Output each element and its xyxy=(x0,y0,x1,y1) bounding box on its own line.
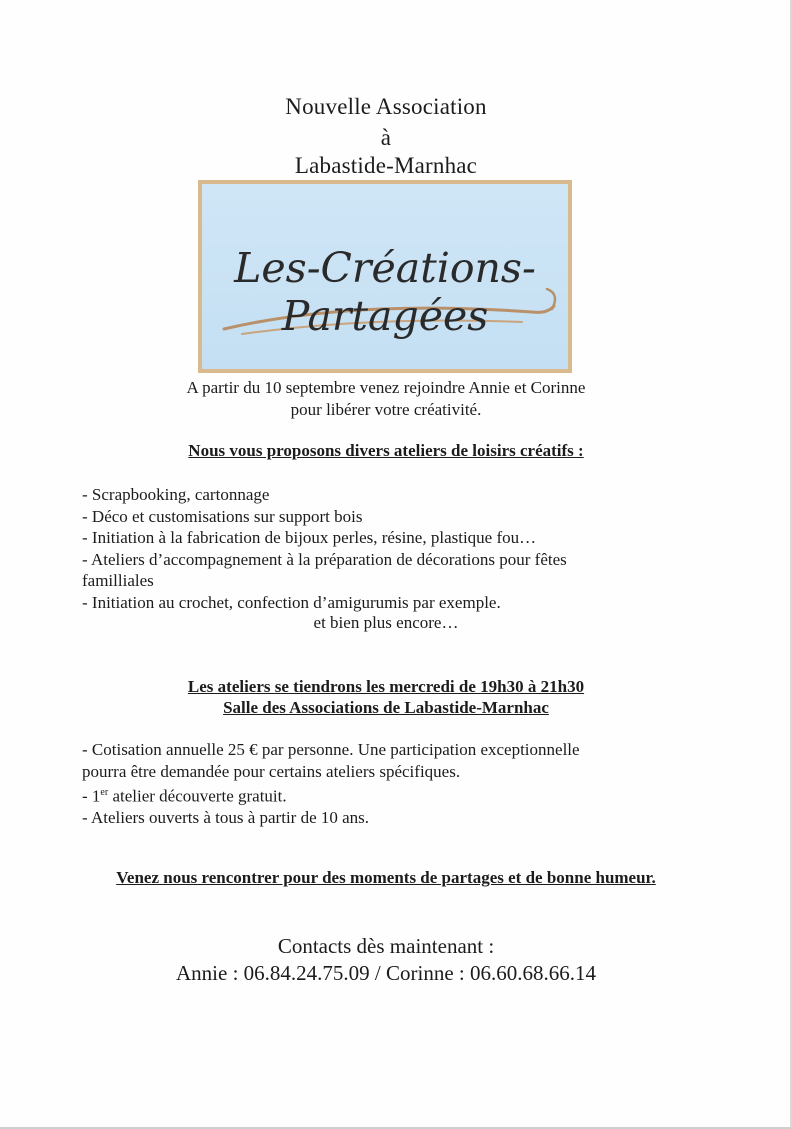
list-item: - Scrapbooking, cartonnage xyxy=(82,485,270,504)
association-logo xyxy=(198,180,572,373)
list-item: - Initiation à la fabrication de bijoux perles, résine, plastique fou… xyxy=(82,528,537,547)
list-item: - Ateliers d’accompagnement à la préparation de décorations pour fêtes xyxy=(82,549,567,569)
ateliers-more xyxy=(0,612,772,633)
invite-line: Venez nous rencontrer pour des moments de partages et de bonne humeur. xyxy=(116,868,656,887)
contacts-phones: Annie : 06.84.24.75.09 / Corinne : 06.60.68.66.14 xyxy=(176,961,596,985)
schedule-line-2: Salle des Associations de Labastide-Marnhac xyxy=(223,698,549,717)
ateliers-more-text: et bien plus encore… xyxy=(313,613,459,632)
conditions-item xyxy=(82,782,682,807)
conditions-item: pourra être demandée pour certains ateliers spécifiques. xyxy=(82,761,461,781)
conditions-item-prefix: - 1 xyxy=(82,786,101,806)
list-item: familliales xyxy=(82,571,154,590)
header-title: Nouvelle Association xyxy=(285,94,487,119)
conditions-item-sup: er xyxy=(100,787,109,798)
conditions-item: - Cotisation annuelle 25 € par personne. Une participation exceptionnelle xyxy=(82,740,580,759)
intro-line-1: A partir du 10 septembre venez rejoindre Annie et Corinne xyxy=(186,378,586,397)
conditions-list xyxy=(82,739,682,829)
schedule-line-1: Les ateliers se tiendrons les mercredi de 19h30 à 21h30 xyxy=(187,677,585,696)
header-town: Labastide-Marnhac xyxy=(294,153,478,178)
logo-text: Les-Créations-Partagées xyxy=(234,244,536,340)
ateliers-list xyxy=(82,484,682,613)
conditions-item-suffix: atelier découverte gratuit. xyxy=(108,786,287,806)
header-preposition: à xyxy=(380,125,392,150)
intro-line-2: pour libérer votre créativité. xyxy=(290,400,482,419)
list-item: - Initiation au crochet, confection d’amigurumis par exemple. xyxy=(82,592,501,612)
ateliers-heading: Nous vous proposons divers ateliers de loisirs créatifs : xyxy=(188,441,584,460)
list-item: - Déco et customisations sur support bois xyxy=(82,506,363,526)
contacts-heading: Contacts dès maintenant : xyxy=(277,934,495,958)
conditions-item: - Ateliers ouverts à tous à partir de 10 ans. xyxy=(82,808,370,828)
